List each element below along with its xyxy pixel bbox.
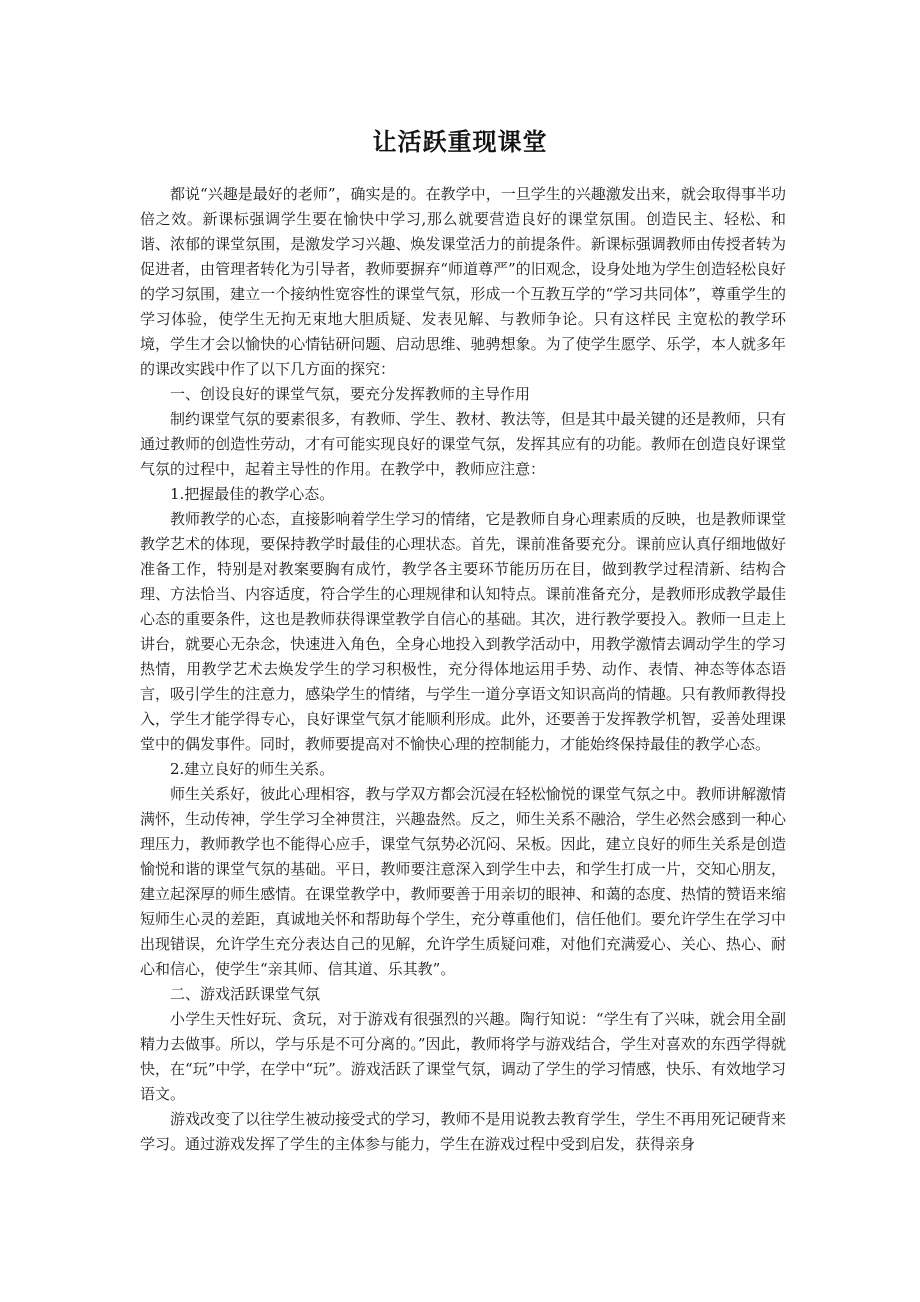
paragraph: 游戏改变了以往学生被动接受式的学习，教师不是用说教去教育学生，学生不再用死记硬背来学习。通过游戏发挥了学生的主体参与能力，学生在游戏过程中受到启发，获得亲身 xyxy=(140,1110,786,1153)
paragraph: 制约课堂气氛的要素很多，有教师、学生、教材、教法等，但是其中最关键的还是教师，只有通过教师的创造性劳动，才有可能实现良好的课堂气氛，发挥其应有的功能。教师在创造良好课堂气氛的过程中，起着主导性的作用。在教学中，教师应注意： xyxy=(140,410,786,478)
document-title: 让活跃重现课堂 xyxy=(372,127,548,156)
section-heading-1: 一、创设良好的课堂气氛，要充分发挥教师的主导作用 xyxy=(170,385,531,403)
paragraph-intro: 都说“兴趣是最好的老师”，确实是的。在教学中，一旦学生的兴趣激发出来，就会取得事半功倍之效。新课标强调学生要在愉快中学习,那么就要营造良好的课堂氛围。创造民主、轻松、和谐、浓郁的课堂氛围，是激发学习兴趣、焕发课堂活力的前提条件。新课标强调教师由传授者转为促进者，由管理者转化为引导者，教师要摒弃“师道尊严”的旧观念，设身处地为学生创造轻松良好的学习氛围，建立一个接纳性宽容性的课堂气氛，形成一个互教互学的“学习共同体”，尊重学生的学习体验，使学生无拘无束地大胆质疑、发表见解、与教师争论。只有这样民 主宽松的教学环境，学生才会以愉快的心情钻研问题、启动思维、驰骋想象。为了使学生愿学、乐学，本人就多年的课改实践中作了以下几方面的探究： xyxy=(140,185,786,378)
subheading-2: 2.建立良好的师生关系。 xyxy=(170,760,335,778)
paragraph: 师生关系好，彼此心理相容，教与学双方都会沉浸在轻松愉悦的课堂气氛之中。教师讲解激情满怀，生动传神，学生学习全神贯注，兴趣盎然。反之，师生关系不融洽，学生必然会感到一种心理压力，教师教学也不能得心应手，课堂气氛势必沉闷、呆板。因此，建立良好的师生关系是创造愉悦和谐的课堂气氛的基础。平日，教师要注意深入到学生中去，和学生打成一片，交知心朋友，建立起深厚的师生感情。在课堂教学中，教师要善于用亲切的眼神、和蔼的态度、热情的赞语来缩短师生心灵的差距，真诚地关怀和帮助每个学生，充分尊重他们，信任他们。要允许学生在学习中出现错误，允许学生充分表达自己的见解，允许学生质疑问难，对他们充满爱心、关心、热心、耐心和信心，使学生“亲其师、信其道、乐其教”。 xyxy=(140,785,786,978)
paragraph: 小学生天性好玩、贪玩，对于游戏有很强烈的兴趣。陶行知说：“学生有了兴味，就会用全副精力去做事。所以，学与乐是不可分离的。”因此，教师将学与游戏结合，学生对喜欢的东西学得就快，在“玩”中学，在学中“玩”。游戏活跃了课堂气氛，调动了学生的学习情感，快乐、有效地学习语文。 xyxy=(140,1010,786,1103)
section-heading-2: 二、游戏活跃课堂气氛 xyxy=(170,985,321,1003)
paragraph: 教师教学的心态，直接影响着学生学习的情绪，它是教师自身心理素质的反映，也是教师课堂教学艺术的体现，要保持教学时最佳的心理状态。首先，课前准备要充分。课前应认真仔细地做好准备工作，特别是对教案要胸有成竹，教学各主要环节能历历在目，做到教学过程清新、结构合理、方法恰当、内容适度，符合学生的心理规律和认知特点。课前准备充分，是教师形成教学最佳心态的重要条件，这也是教师获得课堂教学自信心的基础。其次，进行教学要投入。教师一旦走上讲台，就要心无杂念，快速进入角色，全身心地投入到教学活动中，用教学激情去调动学生的学习热情，用教学艺术去焕发学生的学习积极性，充分得体地运用手势、动作、表情、神态等体态语言，吸引学生的注意力，感染学生的情绪，与学生一道分享语文知识高尚的情趣。只有教师教得投入，学生才能学得专心，良好课堂气氛才能顺利形成。此外，还要善于发挥教学机智，妥善处理课堂中的偶发事件。同时，教师要提高对不愉快心理的控制能力，才能始终保持最佳的教学心态。 xyxy=(140,510,786,753)
document-body xyxy=(140,182,786,1157)
subheading-1: 1.把握最佳的教学心态。 xyxy=(170,485,335,503)
